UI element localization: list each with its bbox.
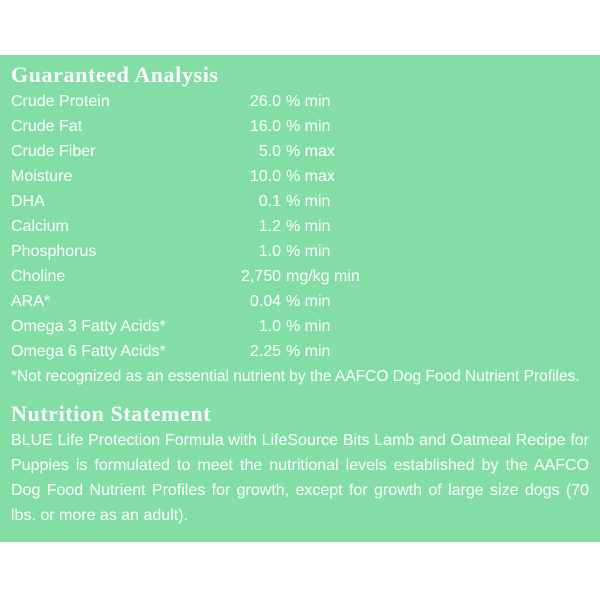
nutrient-unit: % min bbox=[286, 118, 331, 135]
nutrient-amount: 0.1 bbox=[258, 193, 281, 210]
analysis-row bbox=[11, 239, 590, 264]
analysis-row bbox=[11, 114, 590, 139]
nutrient-amount: 1.0 bbox=[258, 318, 281, 335]
nutrient-amount: 2.25 bbox=[249, 343, 281, 360]
nutrient-unit: % max bbox=[286, 143, 335, 160]
nutrient-name: ARA* bbox=[11, 293, 51, 310]
analysis-row bbox=[11, 189, 590, 214]
nutrient-name: Phosphorus bbox=[11, 243, 97, 260]
nutrient-unit: % min bbox=[286, 93, 331, 110]
nutrient-unit: mg/kg min bbox=[286, 268, 360, 285]
nutrient-name: Choline bbox=[11, 268, 66, 285]
guaranteed-analysis-table bbox=[11, 89, 590, 364]
nutrient-name: DHA bbox=[11, 193, 45, 210]
nutrient-name: Omega 6 Fatty Acids* bbox=[11, 343, 166, 360]
nutrient-amount: 26.0 bbox=[249, 93, 281, 110]
guaranteed-analysis-heading: Guaranteed Analysis bbox=[11, 62, 219, 87]
nutrient-name: Calcium bbox=[11, 218, 69, 235]
nutrient-amount: 16.0 bbox=[249, 118, 281, 135]
nutrient-amount: 5.0 bbox=[258, 143, 281, 160]
nutrient-unit: % min bbox=[286, 343, 331, 360]
nutrient-amount: 2,750 bbox=[240, 268, 281, 285]
nutrient-amount: 1.2 bbox=[258, 218, 281, 235]
analysis-row bbox=[11, 289, 590, 314]
nutrient-name: Crude Fat bbox=[11, 118, 83, 135]
section-spacer bbox=[11, 389, 590, 400]
nutrient-unit: % min bbox=[286, 193, 331, 210]
nutrient-unit: % max bbox=[286, 168, 335, 185]
analysis-row bbox=[11, 314, 590, 339]
nutrient-unit: % min bbox=[286, 218, 331, 235]
nutrient-unit: % min bbox=[286, 293, 331, 310]
analysis-row bbox=[11, 89, 590, 114]
nutrient-unit: % min bbox=[286, 243, 331, 260]
analysis-row bbox=[11, 264, 590, 289]
nutrient-amount: 10.0 bbox=[249, 168, 281, 185]
nutrient-name: Omega 3 Fatty Acids* bbox=[11, 318, 166, 335]
nutrient-name: Moisture bbox=[11, 168, 73, 185]
analysis-row bbox=[11, 139, 590, 164]
nutrition-statement-text: BLUE Life Protection Formula with LifeSource Bits Lamb and Oatmeal Recipe for Puppies is formulated to meet the nutritional levels established by the AAFCO Dog Food Nutrient Profiles for growth, except for growth of large size dogs (70 lbs. or more as an adult). bbox=[11, 432, 589, 524]
nutrition-statement-heading: Nutrition Statement bbox=[11, 401, 212, 426]
analysis-row bbox=[11, 214, 590, 239]
nutrition-label-panel bbox=[0, 55, 600, 542]
nutrient-amount: 1.0 bbox=[258, 243, 281, 260]
nutrient-unit: % min bbox=[286, 318, 331, 335]
nutrient-name: Crude Fiber bbox=[11, 143, 96, 160]
nutrient-amount: 0.04 bbox=[249, 293, 281, 310]
nutrient-name: Crude Protein bbox=[11, 93, 110, 110]
analysis-row bbox=[11, 164, 590, 189]
analysis-row bbox=[11, 339, 590, 364]
analysis-footnote: *Not recognized as an essential nutrient by the AAFCO Dog Food Nutrient Profiles. bbox=[11, 368, 580, 385]
